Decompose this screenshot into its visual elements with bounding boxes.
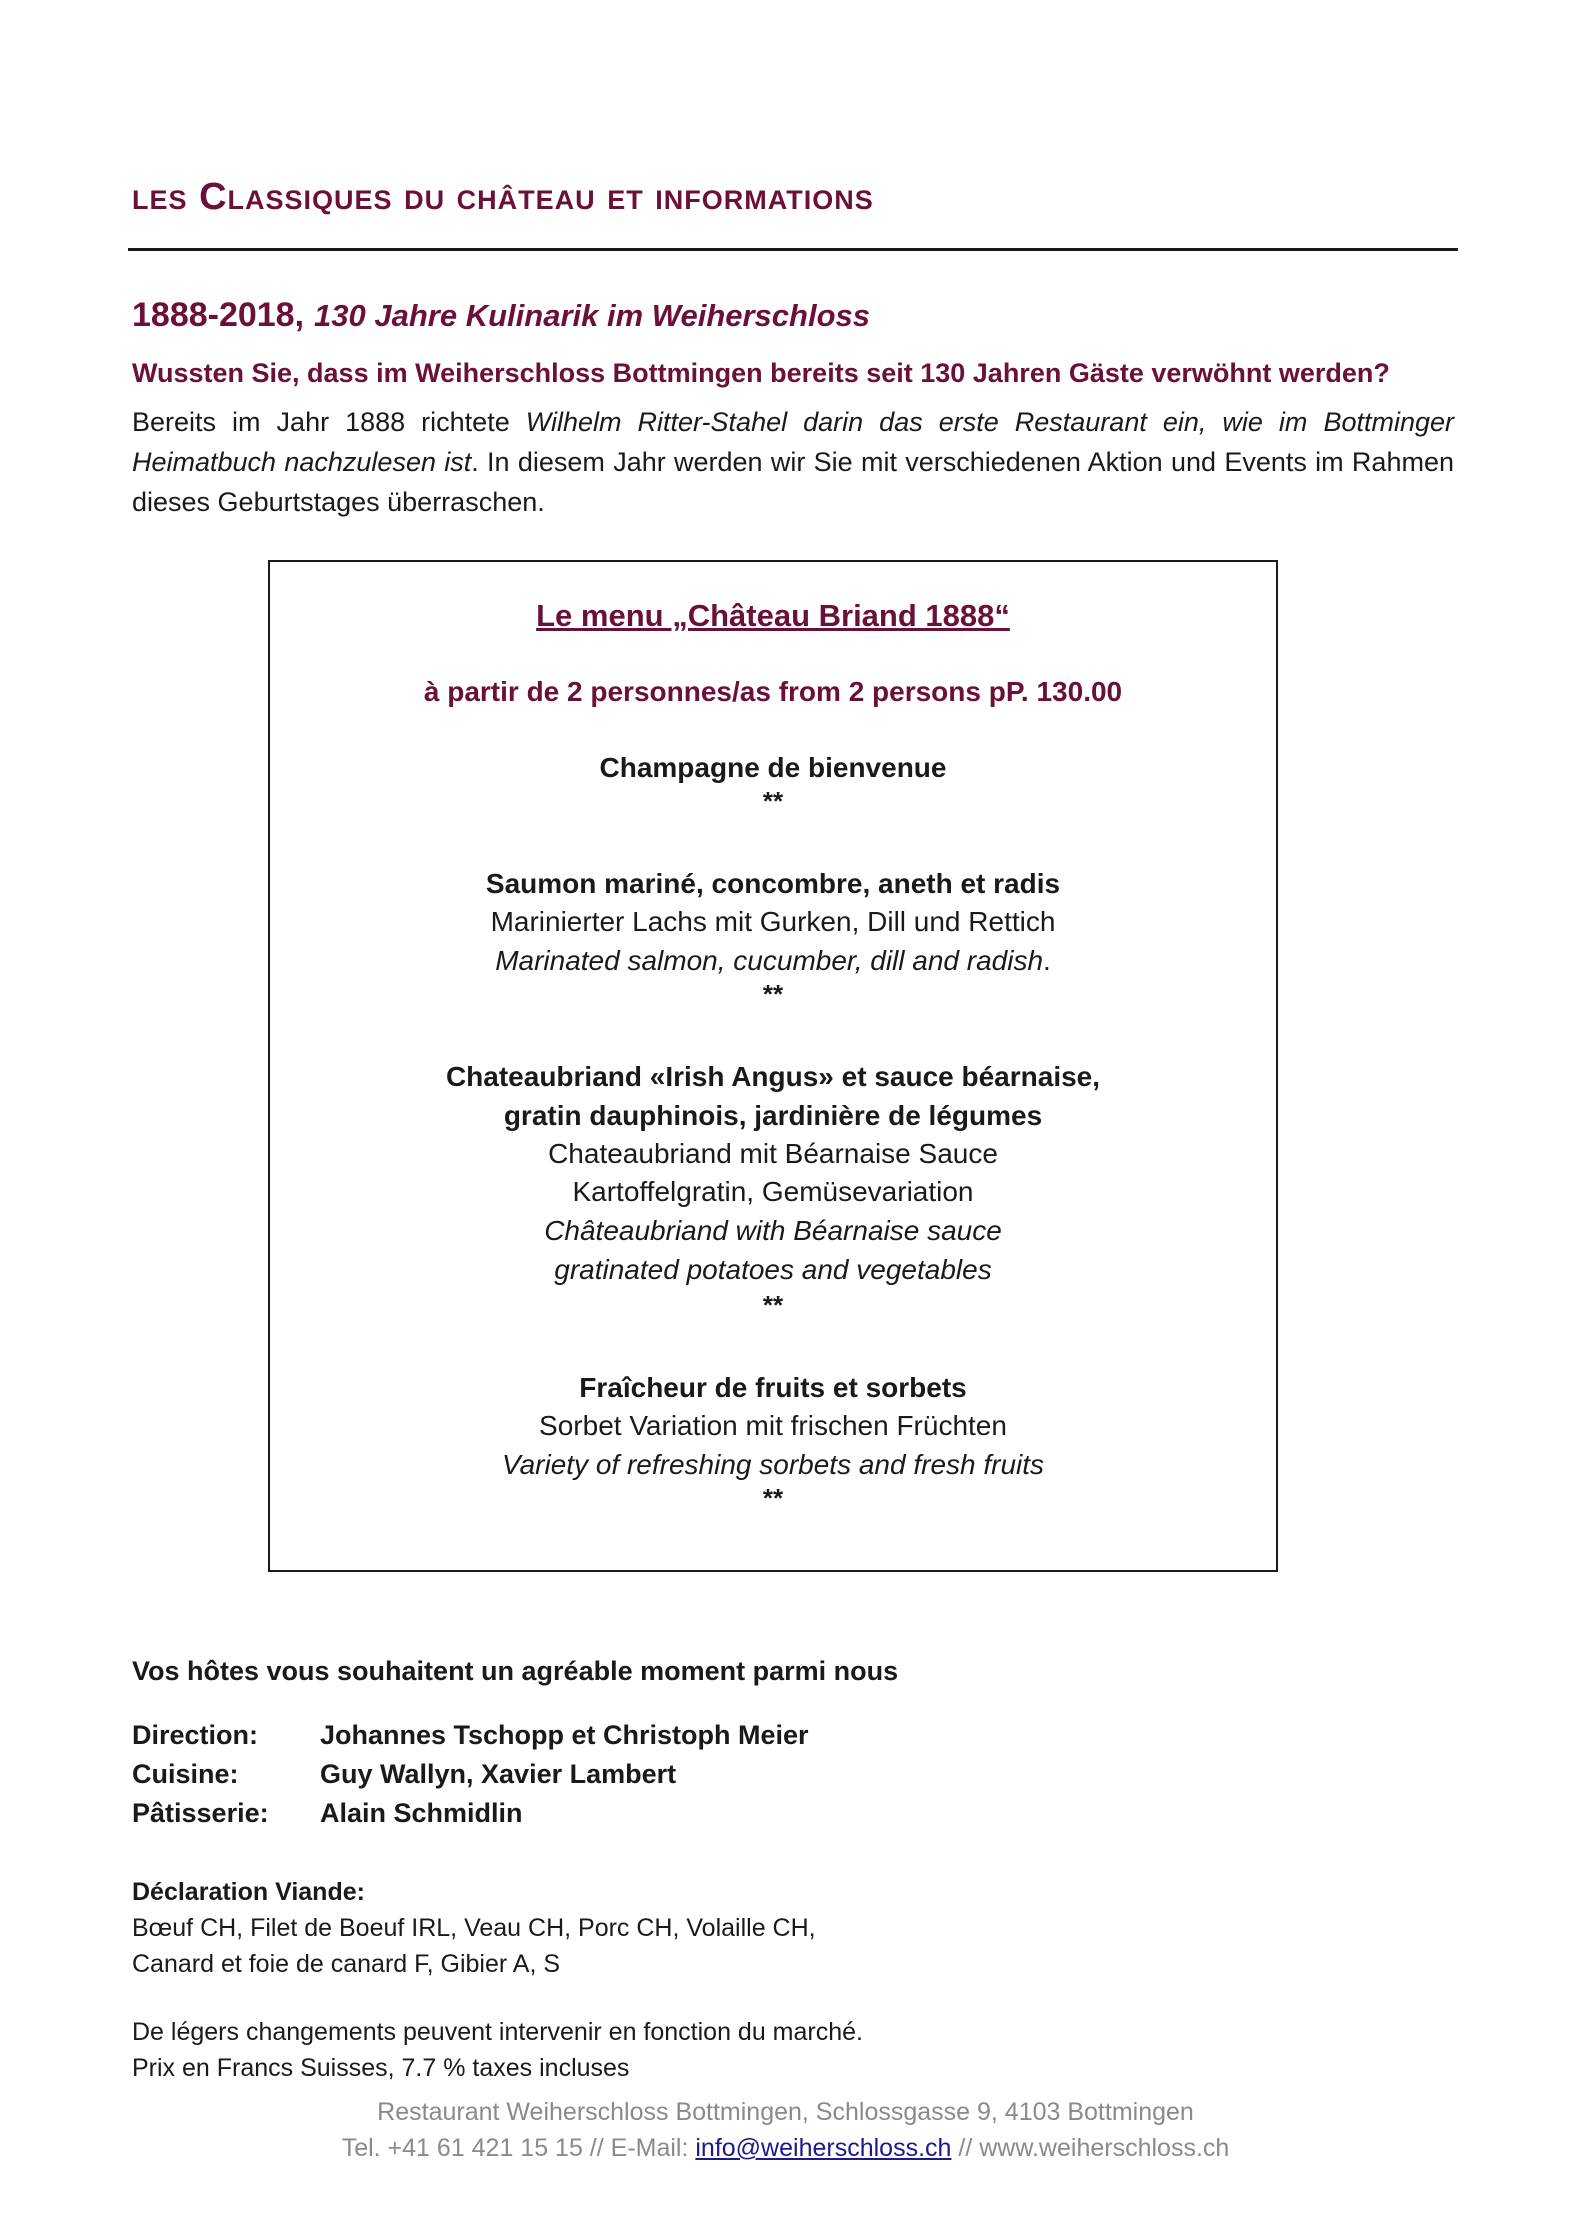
staff-list <box>132 1720 809 1837</box>
course-separator: ** <box>762 1483 784 1513</box>
declaration-line-2: Canard et foie de canard F, Gibier A, S <box>132 1950 561 1978</box>
intro-paragraph <box>132 402 1454 522</box>
menu-title: Le menu „Château Briand 1888“ <box>536 598 1010 633</box>
course-separator: ** <box>762 1290 784 1320</box>
menu-price: à partir de 2 personnes/as from 2 persons pP. 130.00 <box>423 676 1123 707</box>
page-title: les Classiques du château et informations <box>132 176 874 218</box>
course-separator: ** <box>762 786 784 816</box>
course-3-de-1: Chateaubriand mit Béarnaise Sauce <box>548 1138 998 1169</box>
title-divider <box>128 248 1458 251</box>
staff-names: Alain Schmidlin <box>320 1798 523 1828</box>
staff-role: Pâtisserie: <box>132 1798 269 1828</box>
course-2-en-suffix: . <box>1043 945 1051 976</box>
anniversary-question: Wussten Sie, dass im Weiherschloss Bottmingen bereits seit 130 Jahren Gäste verwöhnt werden? <box>132 358 1390 388</box>
price-notes <box>132 2014 863 2086</box>
menu-box <box>268 560 1278 1572</box>
declaration-line-1: Bœuf CH, Filet de Boeuf IRL, Veau CH, Porc CH, Volaille CH, <box>132 1914 816 1942</box>
intro-text-italic: Wilhelm Ritter-Stahel darin das erste Restaurant ein, wie im Bottminger Heimatbuch nachzulesen ist <box>132 407 1454 477</box>
email-link[interactable]: info@weiherschloss.ch <box>695 2134 952 2162</box>
course-3-fr-1: Chateaubriand «Irish Angus» et sauce béarnaise, <box>445 1061 1101 1092</box>
course-3-fr-2: gratin dauphinois, jardinière de légumes <box>503 1100 1043 1131</box>
course-4-fr: Fraîcheur de fruits et sorbets <box>579 1372 967 1403</box>
course-1-fr: Champagne de bienvenue <box>599 752 947 783</box>
staff-row <box>132 1798 809 1837</box>
course-4-en: Variety of refreshing sorbets and fresh fruits <box>501 1449 1045 1480</box>
meat-declaration <box>132 1874 816 1982</box>
anniversary-heading <box>132 296 870 335</box>
footer-contact <box>0 2134 1571 2163</box>
anniversary-years: 1888-2018, <box>132 296 305 334</box>
course-2-en-text: Marinated salmon, cucumber, dill and radish <box>495 945 1044 976</box>
footer-web: // www.weiherschloss.ch <box>951 2134 1230 2162</box>
notes-line-1: De légers changements peuvent intervenir en fonction du marché. <box>132 2018 863 2046</box>
course-4-de: Sorbet Variation mit frischen Früchten <box>539 1410 1007 1441</box>
course-2-en <box>270 945 1276 977</box>
notes-line-2: Prix en Francs Suisses, 7.7 % taxes incluses <box>132 2054 630 2082</box>
footer-tel: Tel. +41 61 421 15 15 // E-Mail: <box>341 2134 696 2162</box>
staff-row <box>132 1720 809 1759</box>
anniversary-tagline: 130 Jahre Kulinarik im Weiherschloss <box>314 298 871 333</box>
greeting: Vos hôtes vous souhaitent un agréable moment parmi nous <box>132 1656 899 1686</box>
staff-role: Direction: <box>132 1720 259 1750</box>
staff-role: Cuisine: <box>132 1759 239 1789</box>
course-3-en-2: gratinated potatoes and vegetables <box>554 1254 992 1285</box>
staff-names: Johannes Tschopp et Christoph Meier <box>320 1720 809 1750</box>
intro-text-end: . In diesem Jahr werden wir Sie mit verschiedenen Aktion und Events im Rahmen dieses Geburtstages überraschen. <box>132 447 1454 517</box>
intro-text-start: Bereits im Jahr 1888 richtete <box>132 407 526 437</box>
course-3-de-2: Kartoffelgratin, Gemüsevariation <box>572 1176 974 1207</box>
course-3-en-1: Châteaubriand with Béarnaise sauce <box>544 1215 1002 1246</box>
staff-names: Guy Wallyn, Xavier Lambert <box>320 1759 677 1789</box>
declaration-title: Déclaration Viande: <box>132 1878 365 1906</box>
course-2-fr: Saumon mariné, concombre, aneth et radis <box>485 868 1061 899</box>
footer-address: Restaurant Weiherschloss Bottmingen, Schlossgasse 9, 4103 Bottmingen <box>377 2098 1194 2126</box>
course-separator: ** <box>762 979 784 1009</box>
staff-row <box>132 1759 809 1798</box>
course-2-de: Marinierter Lachs mit Gurken, Dill und Rettich <box>490 906 1056 937</box>
